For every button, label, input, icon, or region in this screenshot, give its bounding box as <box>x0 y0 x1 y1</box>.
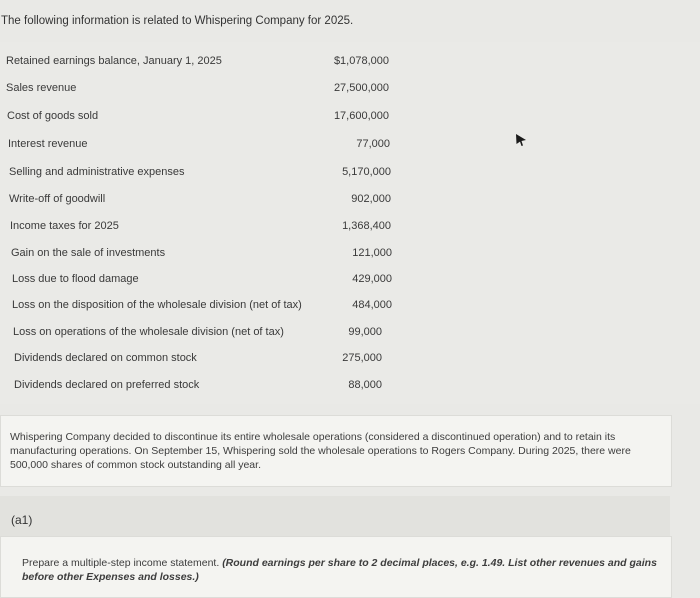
row-amount: 17,600,000 <box>333 110 389 122</box>
row-label: Selling and administrative expenses <box>9 166 185 178</box>
row-label: Sales revenue <box>6 82 77 94</box>
instruction-emphasis: (Round earnings per share to 2 decimal places, e.g. 1.49. List other revenues and gains before other Expenses and losses.) <box>22 557 657 583</box>
instruction-lead: Prepare a multiple-step income statement. <box>22 557 220 569</box>
description-panel <box>0 415 672 487</box>
row-label: Interest revenue <box>8 138 88 150</box>
row-label: Cost of goods sold <box>7 110 99 122</box>
part-header <box>0 496 670 536</box>
row-amount: 1,368,400 <box>342 220 391 232</box>
financial-data-table <box>0 42 700 404</box>
row-amount: 275,000 <box>342 352 382 364</box>
intro-text: The following information is related to Whispering Company for 2025. <box>1 15 354 27</box>
row-amount: $1,078,000 <box>333 55 389 67</box>
mouse-cursor-icon <box>514 133 528 147</box>
row-label: Loss on operations of the wholesale division (net of tax) <box>13 326 284 338</box>
row-label: Gain on the sale of investments <box>11 247 166 259</box>
row-amount: 77,000 <box>356 138 390 150</box>
instruction-text <box>22 556 662 584</box>
row-label: Loss due to flood damage <box>12 273 139 285</box>
row-amount: 88,000 <box>348 379 382 391</box>
row-amount: 902,000 <box>351 193 391 205</box>
row-label: Income taxes for 2025 <box>10 220 119 232</box>
row-label: Retained earnings balance, January 1, 2025 <box>6 55 222 67</box>
row-label: Dividends declared on preferred stock <box>14 379 200 391</box>
row-amount: 5,170,000 <box>342 166 391 178</box>
instruction-panel <box>0 536 672 598</box>
description-text: Whispering Company decided to discontinue its entire wholesale operations (considered a discontinued operation) and to retain its manufacturing operations. On September 15, Whispering sold the wholesale operations to Rogers Company. During 2025, there were 500,000 shares of common stock outstanding all year. <box>10 431 631 471</box>
row-label: Loss on the disposition of the wholesale division (net of tax) <box>12 299 302 311</box>
row-amount: 484,000 <box>352 299 392 311</box>
row-label: Write-off of goodwill <box>9 193 106 205</box>
row-amount: 121,000 <box>352 247 392 259</box>
row-amount: 27,500,000 <box>333 82 389 94</box>
part-label: (a1) <box>11 513 33 527</box>
row-amount: 429,000 <box>352 273 392 285</box>
row-label: Dividends declared on common stock <box>14 352 197 364</box>
row-amount: 99,000 <box>348 326 382 338</box>
